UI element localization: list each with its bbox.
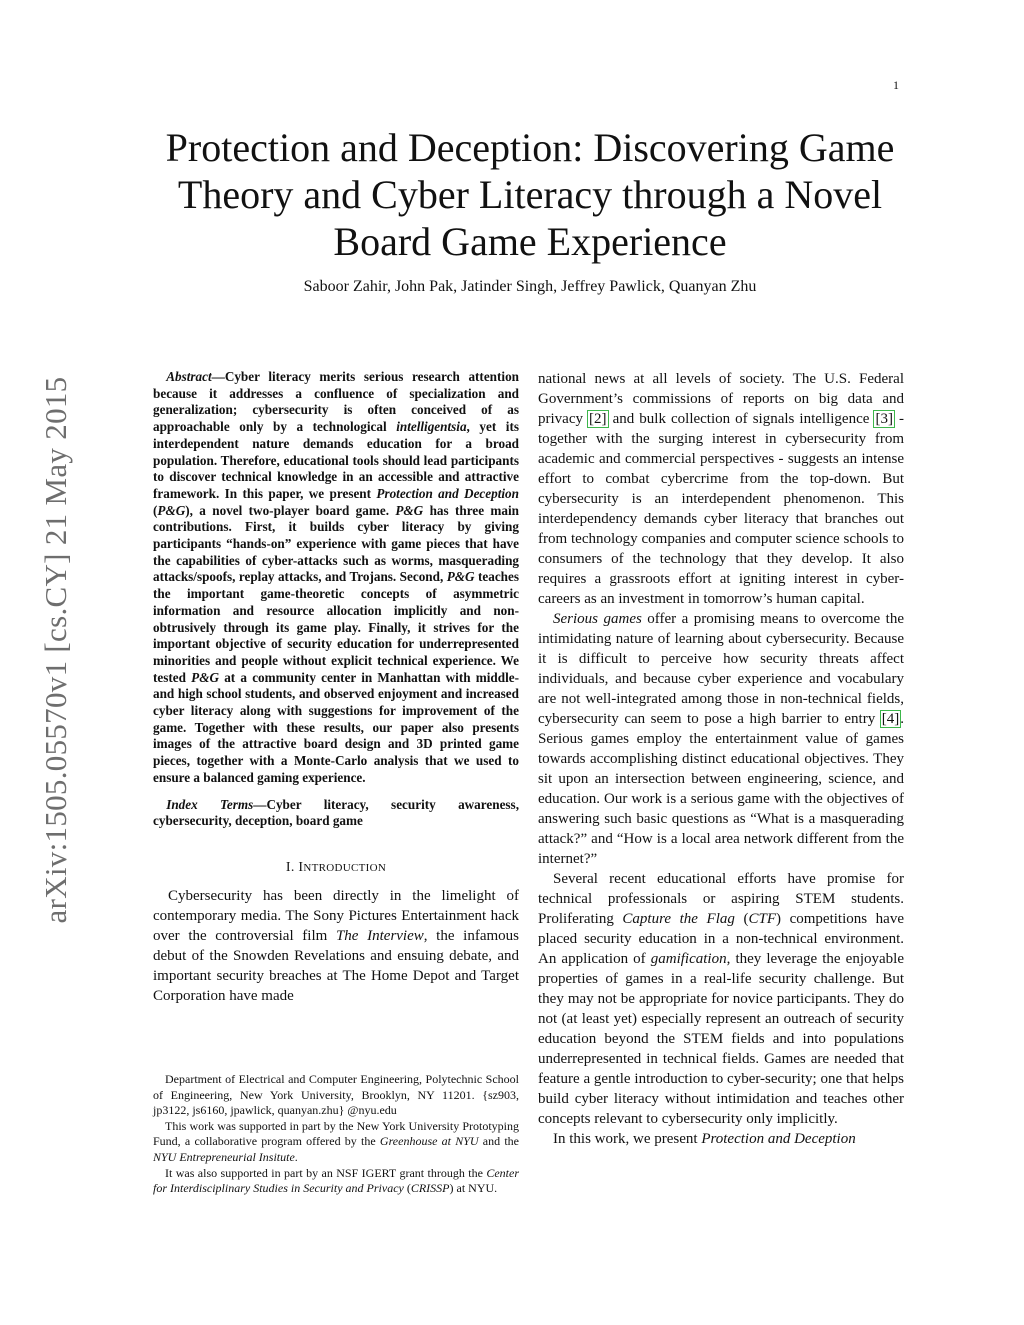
footnote-funding-1: This work was supported in part by the New York University Prototyping Fund, a collaborative program offered by the Greenhouse at NYU and the NYU Entrepreneurial Insitute. [153, 1118, 519, 1164]
title-line-1: Protection and Deception: Discovering Game [165, 125, 895, 170]
title-line-2: Theory and Cyber Literacy through a Novel [177, 172, 883, 217]
index-terms: Index Terms—Cyber literacy, security awareness, cybersecurity, deception, board game [153, 796, 519, 829]
footnote-funding-2: It was also supported in part by an NSF IGERT grant through the Center for Interdisciplinary Studies in Security and Privacy (CRISSP) at NYU. [153, 1165, 519, 1196]
right-paragraph-3: Several recent educational efforts have promise for technical professionals or aspiring STEM students. Proliferating Capture the Flag (CTF) competitions have placed security education in a non-technical environment. An application of gamification, they leverage the enjoyable properties of games in a real-life security challenge. But they may not be appropriate for novice participants. They do not (at least yet) especially represent an outreach of security education beyond the STEM fields and into populations underrepresented in technical fields. Games are needed that feature a gentle introduction to cyber-security; one that helps build cyber literacy without intimidation and teaches other concepts relevant to cybersecurity only implicitly. [538, 871, 904, 1127]
footnote-affiliation: Department of Electrical and Computer Engineering, Polytechnic School of Engineering, New York University, Brooklyn, NY 11201. {sz903, jp3122, js6160, jpawlick, quanyan.zhu} @nyu.edu [153, 1072, 519, 1118]
page-number: 1 [893, 78, 899, 92]
title-line-3: Board Game Experience [333, 219, 727, 264]
author-list: Saboor Zahir, John Pak, Jatinder Singh, Jeffrey Pawlick, Quanyan Zhu [303, 278, 757, 295]
intro-paragraph: Cybersecurity has been directly in the limelight of contemporary media. The Sony Pictures Entertainment hack over the controversial film The Interview, the infamous debut of the Snowden Revelations and ensuing debate, and important security breaches at The Home Depot and Target Corporation have made [153, 887, 519, 1004]
citation-link[interactable]: [3] [875, 411, 893, 427]
paper-title [150, 124, 910, 265]
right-paragraph-4: In this work, we present Protection and Deception [553, 1131, 856, 1147]
citation-link[interactable]: [4] [881, 711, 900, 727]
right-paragraph-1: national news at all levels of society. The U.S. Federal Government’s commissions of reports on big data and privacy [2] and bulk collection of signals intelligence [3] - together with the surging interest in cybersecurity from academic and commercial perspectives - suggests an intense effort to combat cybercrime from the top-down. But cybersecurity is an interdependent phenomenon. This interdependency demands cyber literacy that branches out from technology companies and computer science schools to consumers of the technology that they develop. It also requires a grassroots effort at igniting interest in cyber-careers as an investment in tomorrow’s human capital. [538, 371, 904, 607]
index-terms-label: Index Terms [166, 796, 254, 812]
right-column [538, 369, 904, 1149]
section-heading-introduction: I. INTRODUCTION [285, 859, 387, 875]
footnotes [153, 1072, 519, 1197]
citation-link[interactable]: [2] [589, 411, 607, 427]
abstract: Abstract—Cyber literacy merits serious research attention because it addresses a confluence of specialization and generalization; cybersecurity is often conceived of as approachable only by a technological intelligentsia, yet its interdependent nature demands education for a broad population. Therefore, educational tools should lead participants to discover technical knowledge in an accessible and attractive framework. In this paper, we present Protection and Deception (P&G), a novel two-player board game. P&G has three main contributions. First, it builds cyber literacy by giving participants “hands-on” experience with game pieces that have the capabilities of cyber-attacks such as worms, masquerading attacks/spoofs, replay attacks, and Trojans. Second, P&G teaches the important game-theoretic concepts of asymmetric information and resource allocation implicitly and non-obtrusively through its game play. Finally, it strives for the important objective of security education for underrepresented minorities and people without explicit technical experience. We tested P&G at a community center in Manhattan with middle- and high school students, and observed enjoyment and increased cyber literacy along with suggestions for improvement of the game. Together with these results, our paper also presents images of the attractive board design and 3D printed game pieces, together with a Monte-Carlo analysis that we used to ensure a balanced gaming experience. [153, 369, 519, 785]
abstract-label: Abstract [166, 369, 212, 384]
right-paragraph-2: Serious games offer a promising means to overcome the intimidating nature of learning about cybersecurity. Because it is difficult to perceive how security threats affect individuals, and because cyber experience and vocabulary are not well-integrated among those in non-technical fields, cybersecurity can seem to pose a high barrier to entry [4]. Serious games employ the entertainment value of games towards accomplishing distinct educational objectives. They sit upon an intersection between engineering, science, and education. Our work is a serious game with the objectives of answering such basic questions as “What is a masquerading attack?” and “How is a local area network different from the internet?” [538, 611, 904, 867]
left-column [153, 369, 519, 1006]
arxiv-identifier: arXiv:1505.05570v1 [cs.CY] 21 May 2015 [38, 376, 73, 924]
